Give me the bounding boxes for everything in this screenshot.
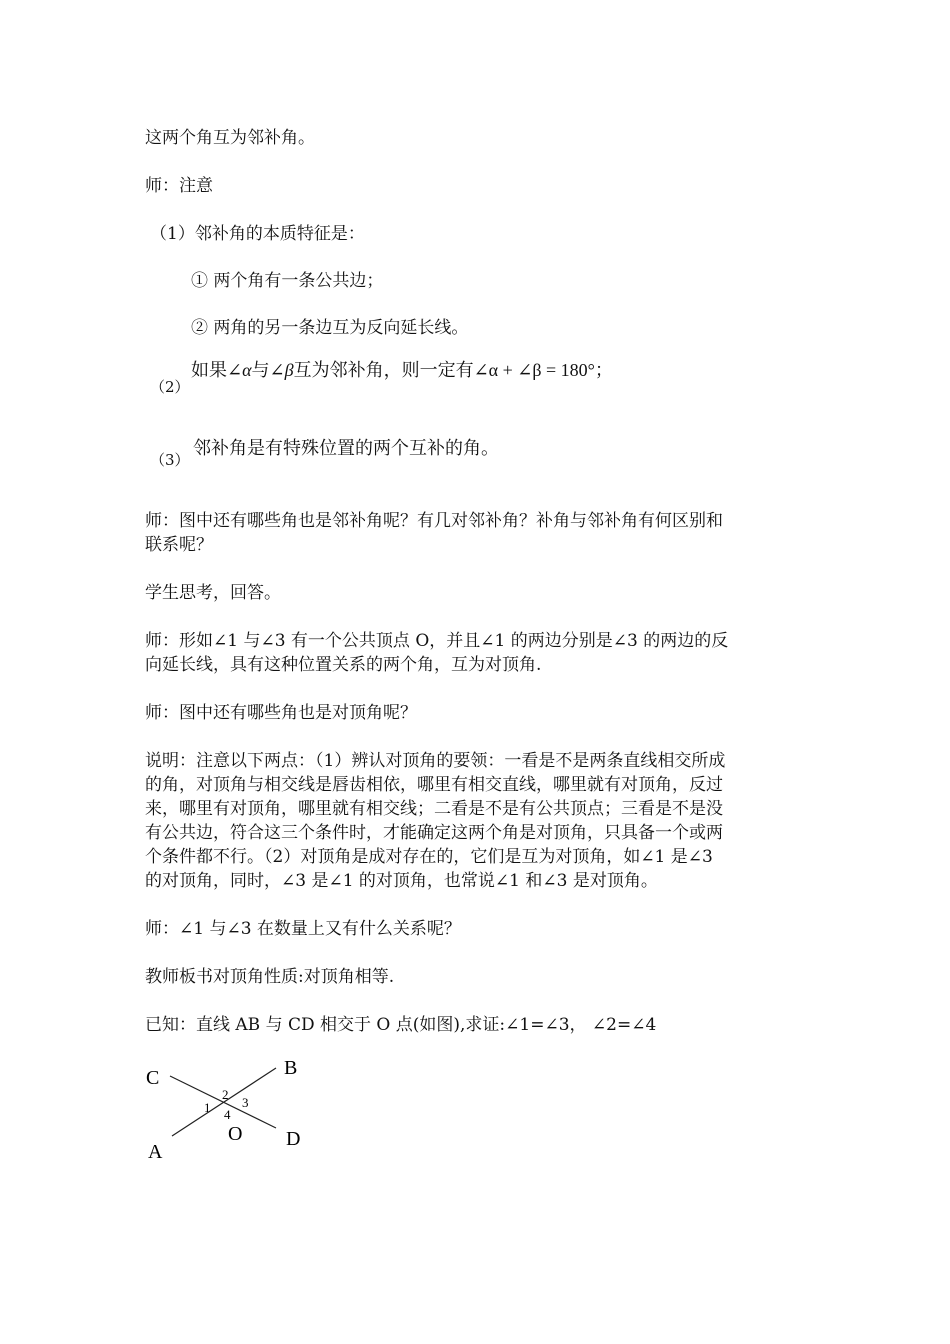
paragraph-student-answer: 学生思考，回答。	[145, 583, 281, 603]
label-o: O	[228, 1123, 243, 1145]
angle-sum-formula: ∠α + ∠β = 180°	[473, 360, 595, 380]
paragraph-teacher-question-3: 师：∠1 与∠3 在数量上又有什么关系呢？	[145, 919, 461, 939]
paragraph-explanation-l1: 说明：注意以下两点：（1）辨认对顶角的要领：一看是不是两条直线相交所成	[145, 751, 726, 771]
paragraph-adjacent-conclusion: 这两个角互为邻补角。	[145, 128, 315, 148]
paragraph-teacher-question-l2: 联系呢？	[145, 535, 213, 555]
label-a: A	[148, 1141, 163, 1163]
point-2-text-c: 互为邻补角，则一定有	[293, 360, 474, 381]
label-b: B	[284, 1057, 298, 1079]
paragraph-explanation-l6: 的对顶角，同时，∠3 是∠1 的对顶角，也常说∠1 和∠3 是对顶角。	[145, 871, 658, 891]
paragraph-teacher-question-2: 师：图中还有哪些角也是对顶角呢？	[145, 703, 417, 723]
paragraph-vertical-def-l1: 师：形如∠1 与∠3 有一个公共顶点 O，并且∠1 的两边分别是∠3 的两边的反	[145, 631, 729, 651]
point-1-item-b: ② 两角的另一条边互为反向延长线。	[191, 318, 469, 338]
point-1-item-a: ① 两个角有一条公共边；	[191, 271, 384, 291]
paragraph-explanation-l3: 来，哪里有对顶角，哪里就有相交线；二看是不是有公共顶点；三看是不是没	[145, 799, 723, 819]
point-2-text	[191, 358, 613, 383]
angle-label-1: 1	[204, 1100, 211, 1115]
paragraph-given-prove: 已知：直线 AB 与 CD 相交于 O 点(如图),求证:∠1=∠3， ∠2=∠4	[145, 1015, 657, 1035]
paragraph-board-note: 教师板书对顶角性质:对顶角相等.	[145, 967, 395, 987]
point-2-text-a: 如果	[191, 360, 227, 381]
point-2-number: （2）	[150, 378, 190, 396]
paragraph-teacher-note: 师：注意	[145, 176, 213, 196]
angle-beta: ∠β	[269, 360, 294, 380]
point-3-text: 邻补角是有特殊位置的两个互补的角。	[193, 438, 499, 459]
paragraph-vertical-def-l2: 向延长线，具有这种位置关系的两个角，互为对顶角.	[145, 655, 542, 675]
point-3-number: （3）	[150, 451, 190, 469]
paragraph-explanation-l5: 个条件都不行。（2）对顶角是成对存在的，它们是互为对顶角，如∠1 是∠3	[145, 847, 713, 867]
paragraph-teacher-question-l1: 师：图中还有哪些角也是邻补角呢？有几对邻补角？补角与邻补角有何区别和	[145, 511, 723, 531]
point-2-text-b: 与	[251, 360, 270, 381]
angle-label-4: 4	[224, 1107, 231, 1122]
paragraph-explanation-l4: 有公共边，符合这三个条件时，才能确定这两个角是对顶角，只具备一个或两	[145, 823, 723, 843]
line-cd	[170, 1076, 276, 1128]
intersecting-lines-figure	[140, 1050, 320, 1170]
paragraph-explanation-l2: 的角，对顶角与相交线是唇齿相依，哪里有相交直线，哪里就有对顶角，反过	[145, 775, 723, 795]
angle-label-3: 3	[242, 1095, 249, 1110]
angle-label-2: 2	[222, 1087, 229, 1102]
point-1-heading: （1）邻补角的本质特征是：	[150, 224, 365, 244]
angle-alpha: ∠α	[227, 360, 252, 380]
label-d: D	[286, 1128, 301, 1150]
point-2-text-d: ；	[594, 360, 613, 381]
label-c: C	[146, 1067, 160, 1089]
